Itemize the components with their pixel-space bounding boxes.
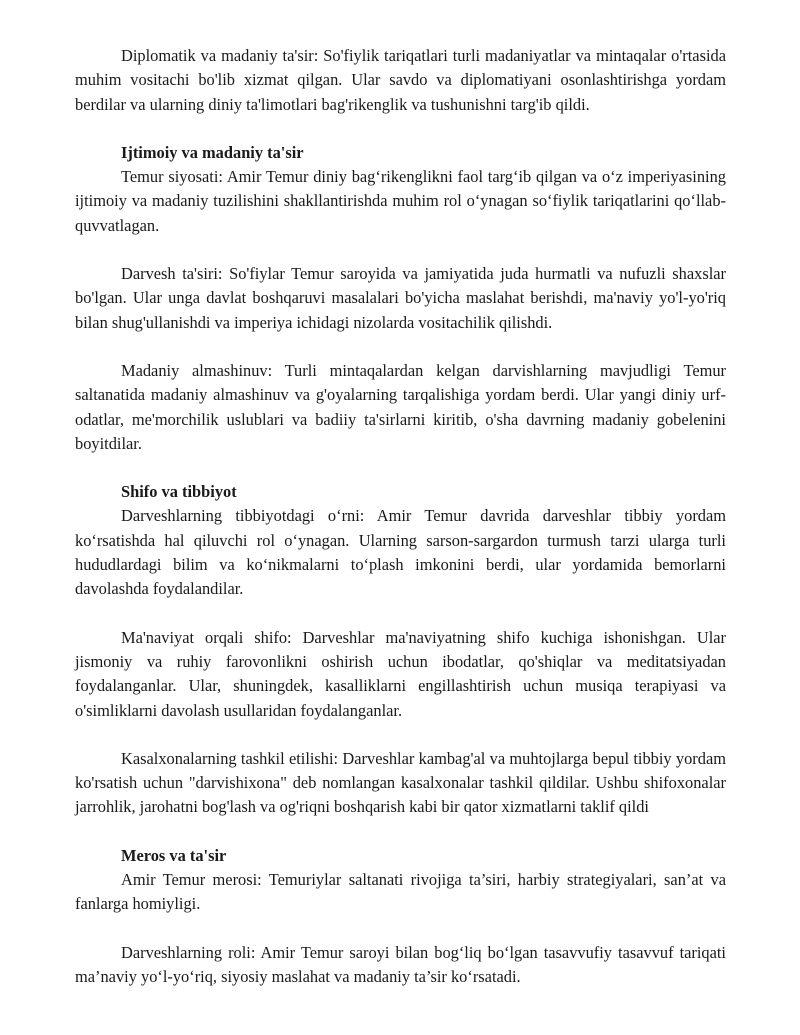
paragraph-temur-policy: Temur siyosati: Amir Temur diniy bag‘rikenglikni faol targ‘ib qilgan va o‘z imperiyasining ijtimoiy va madaniy tuzilishini shakllantirishda muhim rol o‘ynagan so‘fiylik tariqatlarini qo‘llab-quvvatlagan. [75, 167, 726, 235]
paragraph-hospitals: Kasalxonalarning tashkil etilishi: Darveshlar kambag'al va muhtojlarga bepul tibbiy yordam ko'rsatish uchun "darvishixona" deb nomlangan kasalxonalar tashkil qildilar. Ushbu shifoxonalar jarrohlik, jarohatni bog'lash va og'riqni boshqarish kabi bir qator xizmatlarni taklif qildi [75, 748, 726, 817]
paragraph-cultural-exchange: Madaniy almashinuv: Turli mintaqalardan kelgan darvishlarning mavjudligi Temur saltanatida madaniy almashinuv va g'oyalarning tarqalishiga yordam berdi. Ular yangi diniy urf-odatlar, me'morchilik uslublari va badiiy ta'sirlarni kiritib, o'sha davrning madaniy gobelenini boyitdilar. [75, 360, 726, 453]
heading-social-cultural: Ijtimoiy va madaniy ta'sir [121, 142, 304, 162]
spacer [75, 335, 726, 359]
paragraph-dervish-medicine: Darveshlarning tibbiyotdagi o‘rni: Amir Temur davrida darveshlar tibbiy yordam ko‘rsatishda hal qiluvchi rol o‘ynagan. Ularning sarson-sargardon turmush tarzi ularga turli hududlardagi bilim va ko‘nikmalarni to‘plash imkonini berdi, ular yordamida bemorlarni davolashda foydalandilar. [75, 506, 726, 599]
heading-healing-medicine: Shifo va tibbiyot [121, 482, 237, 502]
spacer [75, 602, 726, 626]
spacer [75, 117, 726, 141]
heading-legacy-influence: Meros va ta'sir [121, 845, 227, 865]
spacer [75, 917, 726, 941]
paragraph-dervish-role: Darveshlarning roli: Amir Temur saroyi bilan bog‘liq bo‘lgan tasavvufiy tasavvuf tariqati ma’naviy yo‘l-yo‘riq, siyosiy maslahat va madaniy ta’sir ko‘rsatadi. [75, 942, 726, 986]
paragraph-temur-legacy: Amir Temur merosi: Temuriylar saltanati rivojiga ta’siri, harbiy strategiyalari, san’at va fanlarga homiyligi. [75, 870, 726, 914]
spacer [75, 456, 726, 480]
paragraph-diplomatic-influence: Diplomatik va madaniy ta'sir: So'fiylik tariqatlari turli madaniyatlar va mintaqalar o'rtasida muhim vositachi bo'lib xizmat qilgan. Ular savdo va diplomatiyani osonlashtirishga yordam berdilar va ularning diniy ta'limotlari bag'rikenglik va tushunishni targ'ib qildi. [75, 46, 726, 114]
spacer [75, 238, 726, 262]
paragraph-dervish-influence: Darvesh ta'siri: So'fiylar Temur saroyida va jamiyatida juda hurmatli va nufuzli shaxslar bo'lgan. Ular unga davlat boshqaruvi masalalari bo'yicha maslahat berishdi, ma'naviy yo'l-yo'riq bilan shug'ullanishdi va imperiya ichidagi nizolarda vositachilik qilishdi. [75, 264, 726, 332]
paragraph-spiritual-healing: Ma'naviyat orqali shifo: Darveshlar ma'naviyatning shifo kuchiga ishonishgan. Ular jismoniy va ruhiy farovonlikni oshirish uchun ibodatlar, qo'shiqlar va meditatsiyadan foydalanganlar. Ular, shuningdek, kasalliklarni engillashtirish uchun musiqa terapiyasi va o'simliklarni davolash usullaridan foydalanganlar. [75, 627, 726, 720]
spacer [75, 820, 726, 844]
spacer [75, 723, 726, 747]
